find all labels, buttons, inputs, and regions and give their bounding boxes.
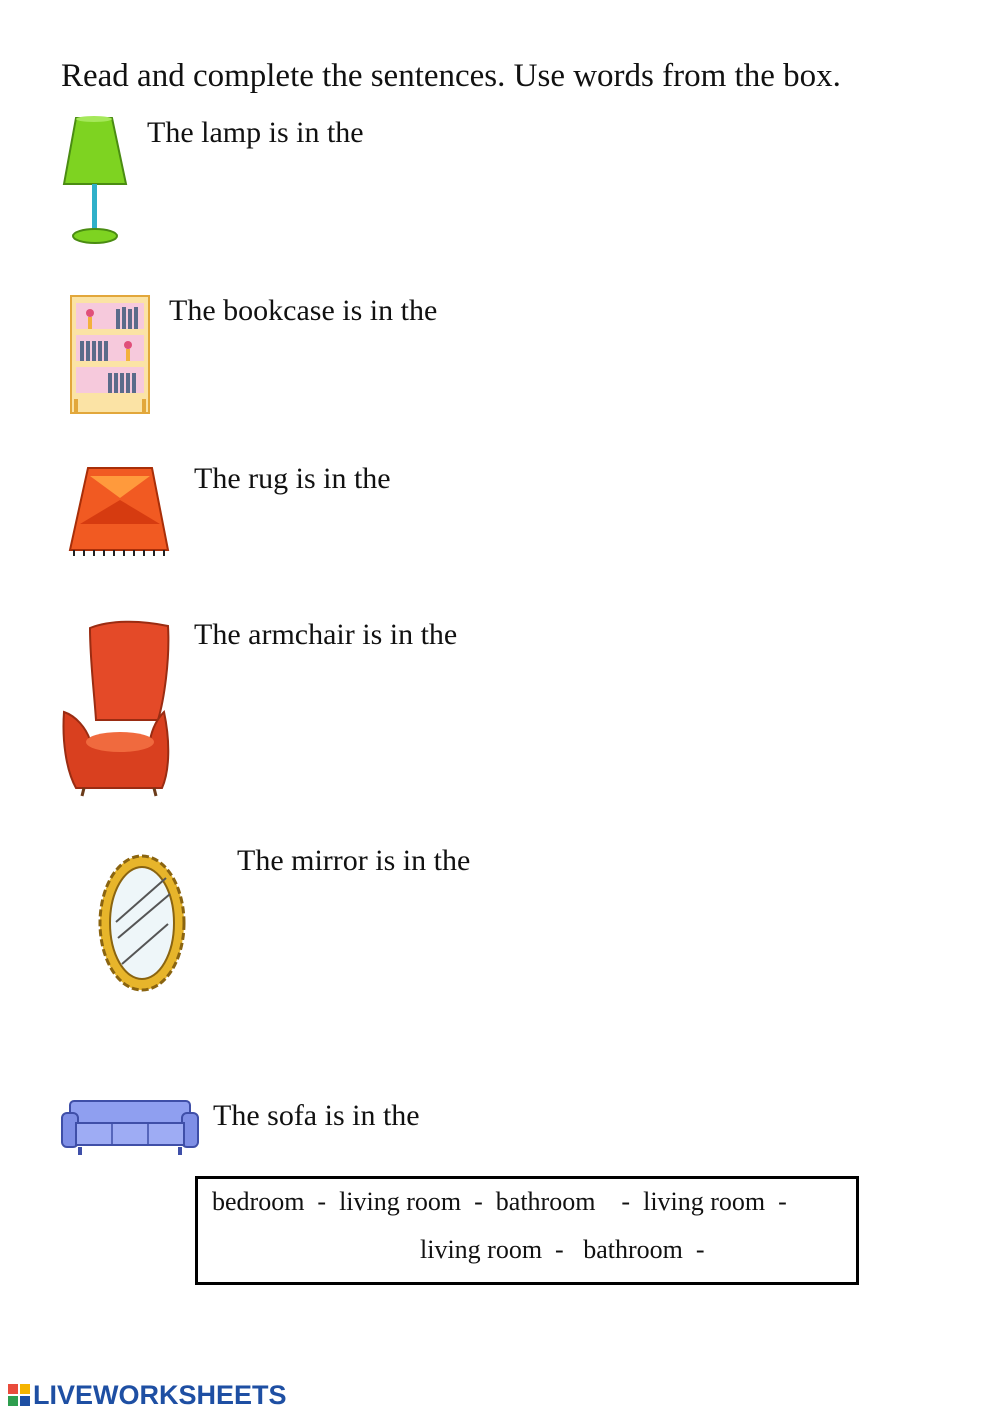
rug-icon (66, 464, 172, 558)
lamp-icon (62, 114, 128, 248)
word-box (195, 1176, 859, 1285)
liveworksheets-logo (8, 1379, 287, 1411)
word-box-row-1: bedroom - living room - bathroom - living room - (212, 1187, 787, 1216)
mirror-icon (96, 852, 188, 994)
sentence-sofa: The sofa is in the (213, 1099, 420, 1132)
logo-mark-icon (8, 1384, 30, 1406)
word-box-row-2: living room - bathroom - (420, 1235, 705, 1264)
sentence-rug: The rug is in the (194, 462, 391, 495)
sentence-armchair: The armchair is in the (194, 618, 458, 651)
sentence-lamp: The lamp is in the (147, 116, 364, 149)
instructions-heading: Read and complete the sentences. Use words from the box. (61, 58, 841, 94)
sofa-icon (60, 1097, 200, 1157)
sentence-bookcase: The bookcase is in the (169, 294, 438, 327)
logo-text: LIVEWORKSHEETS (33, 1379, 287, 1410)
armchair-icon (60, 620, 178, 798)
bookcase-icon (70, 295, 150, 414)
sentence-mirror: The mirror is in the (237, 844, 471, 877)
